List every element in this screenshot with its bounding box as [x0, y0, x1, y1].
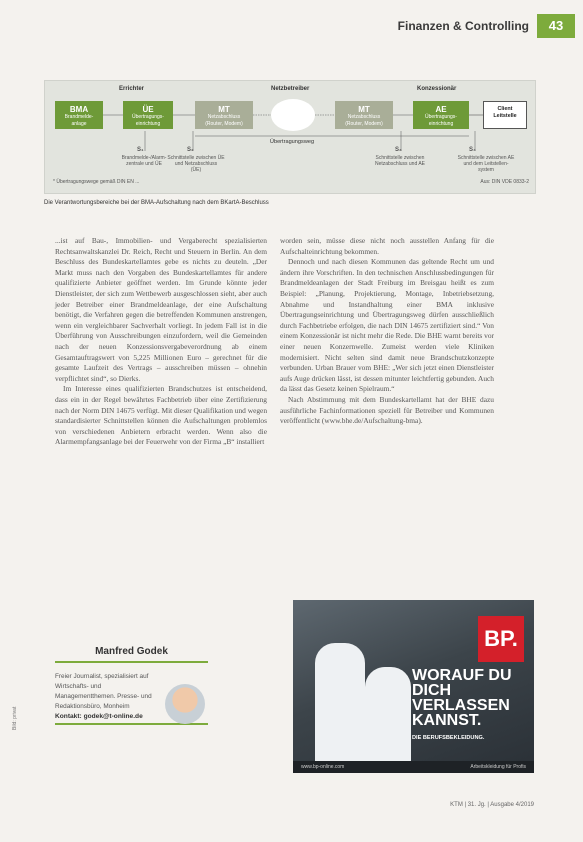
box-ue-sub: Übertragungs- einrichtung: [132, 114, 164, 127]
ad-url[interactable]: www.bp-online.com: [301, 764, 345, 770]
article-column-right: [280, 236, 494, 427]
ad-person-woman: [365, 667, 411, 763]
author-contact: Kontakt: godek@t-online.de: [55, 713, 208, 725]
note-s3-text: Schnittstelle zwischen Netzabschluss und AE: [374, 155, 426, 167]
ad-subline: DIE BERUFSBEKLEIDUNG.: [412, 735, 485, 741]
author-box: [55, 646, 208, 764]
note-s2-text: Schnittstelle zwischen ÜE und Netzabschluss (ÜE): [167, 155, 225, 173]
box-ae-title: AE: [435, 105, 447, 114]
article-paragraph: ...ist auf Bau-, Immobilien- und Vergaberecht spezialisierten Rechtsanwaltskanzlei Dr. Reich, Recht und Steuern in Berlin. An dem Beschluss des Bundeskartellamtes gebe es nichts zu deuteln. „Der Markt muss nach den Vorgaben des Bundeskartellamtes für andere qualifizierte Anbieter geöffnet werden. Im Grunde könnte jeder Dienstleister, der sich zum Wettbewerb ausgeschlossen sieht, aber auch jeder Betreiber einer Brandmeldeanlage, der eine Aufschaltung benötigt, die Verfahren gegen die betreffenden Kommunen anstrengen, wenn ein vergleichbarer Sachverhalt vorliegt. In jedem Fall ist in die Überführung von Ausschreibungen einzufordern, weil die Gemeinden nach der neuen Konzessionsvergabeverordnung ab einem Gesamtauftragswert von 5,225 Millionen Euro – gerechnet für die gesamte Laufzeit des Vertrags – ausschreiben müssen – ohnehin verpflichtet sind“, so Dierks.: [55, 236, 267, 383]
ad-headline: WORAUF DU DICH VERLASSEN KANNST.: [412, 667, 512, 729]
avatar: [165, 684, 205, 724]
article-paragraph: worden sein, müsse diese nicht noch ausstellen Anfang für die Aufschalteinrichtung bekommen.: [280, 236, 494, 256]
box-bma-sub: Brandmelde- anlage: [64, 114, 94, 127]
note-s1-marker: S₁: [137, 147, 144, 153]
note-s3-marker: S₃: [395, 147, 402, 153]
group-label-errichter: Errichter: [119, 86, 145, 92]
section-title: Finanzen & Controlling: [397, 19, 529, 33]
ad-person-man: [315, 643, 365, 763]
author-name: Manfred Godek: [55, 646, 208, 663]
box-ue-title: ÜE: [142, 105, 154, 114]
page-footer: KTM | 31. Jg. | Ausgabe 4/2019: [450, 802, 534, 808]
box-mt-left-sub: Netzabschluss (Router, Modem): [205, 114, 243, 127]
box-mt-right-title: MT: [358, 105, 370, 114]
box-ae-sub: Übertragungs- einrichtung: [425, 114, 457, 127]
path-label: Übertragungsweg: [269, 139, 315, 145]
box-client: Client Leitstelle: [483, 101, 527, 129]
article-paragraph: Im Interesse eines qualifizierten Brandschutzes ist entscheidend, dass ein in der Regel bewährtes Fachbetrieb über eine Zertifizierung nach der Norm DIN 14675 verfügt. Mit dieser Qualifikation und wegen standardisierter Schnittstellen können die Aufschaltungen problemlos von verschiedenen Anbietern erbracht werden. Wenn also die Alarmempfangsanlage bei der Feuerwehr von der Firma „B“ installiert: [55, 384, 268, 447]
article-paragraph: Dennoch und nach diesen Kommunen das geltende Recht um und ändern ihre Vorschriften. In den technischen Anschlussbedingungen für Brandmeldeanlagen der Stadt Freiburg im Breisgau heißt es zum Beispiel: „Planung, Projektierung, Montage, Inbetriebsetzung, Abnahme und Instandhaltung einer BMA inklusive Übertragungseinrichtung und Übertragungsweg dürfen ausschließlich durch Fachbetriebe erfolgen, die nach DIN 14675 zertifiziert sind.“ Von einem Konzessionär ist nicht mehr die Rede. Die BHE warnt bereits vor einer neuen Konzernwelle. Zumeist werden viele Kliniken modernisiert. Nicht selten sind damit neue Brandschutzkonzepte verbunden. Urban Brauer vom BHE: „Wer sich jetzt einen Dienstleister aufs Auge drücken lässt, ist dessen mitunter leichtfertig gebunden. Auch da lässt das Gesetz keinen Spielraum.“: [280, 257, 494, 394]
figure-footnote-right: Aus: DIN VDE 0833-2: [480, 179, 529, 185]
ad-logo: BP.: [478, 616, 524, 662]
article-paragraph: Nach Abstimmung mit dem Bundeskartellamt hat der BHE dazu ausführliche Fachinformationen speziell für Betreiber und Kommunen veröffentlicht (www.bhe.de/Aufschaltung-bma).: [280, 394, 494, 426]
diagram-connectors: [45, 81, 535, 193]
box-bma-title: BMA: [69, 105, 89, 114]
note-s2-marker: S₂: [187, 147, 194, 153]
page-number: 43: [537, 14, 575, 38]
photo-credit: Bild: privat: [12, 706, 18, 730]
figure-caption: Die Verantwortungsbereiche bei der BMA-Aufschaltung nach dem BKartA-Beschluss: [44, 200, 269, 206]
figure-footnote-left: * Übertragungswege gemäß DIN EN ...: [53, 179, 140, 185]
article-column-left: [55, 236, 267, 448]
note-s4-text: Schnittstelle zwischen AE und dem Leitstellen- system: [457, 155, 515, 173]
ad-footer: [293, 761, 534, 773]
box-mt-left-title: MT: [218, 105, 230, 114]
author-description: Freier Journalist, spezialisiert auf Wirtschafts- und Managementthemen. Presse- und Redaktionsbüro, Monheim: [55, 673, 152, 710]
group-label-netzbetreiber: Netzbetreiber: [271, 86, 310, 92]
note-s4-marker: S₄: [469, 147, 476, 153]
group-label-konzessionaer: Konzessionär: [417, 86, 457, 92]
box-mt-right-sub: Netzabschluss (Router, Modem): [345, 114, 383, 127]
note-s1-text: Brandmelde-/Alarm- zentrale und ÜE: [121, 155, 167, 167]
advertisement[interactable]: [293, 600, 534, 773]
diagram-figure: [44, 80, 536, 194]
ad-footer-right: Arbeitskleidung für Profis: [470, 764, 526, 770]
